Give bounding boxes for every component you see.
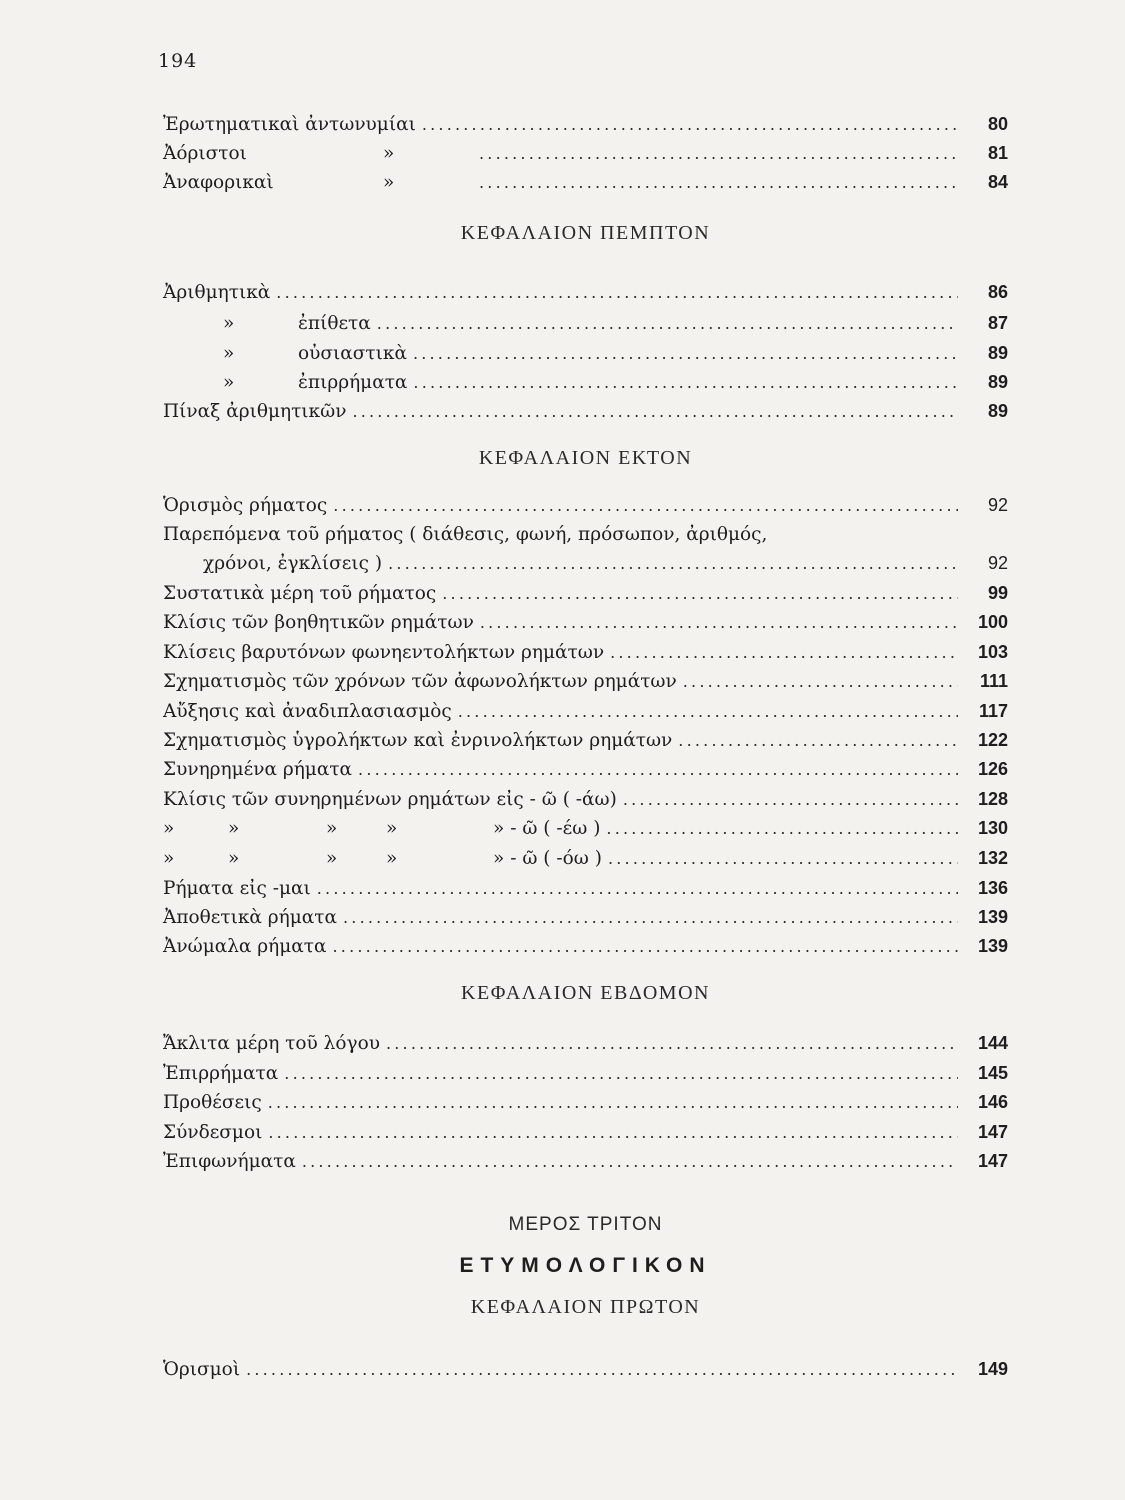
toc-entry <box>163 491 1008 520</box>
toc-entry <box>163 1355 1008 1384</box>
leader-dots <box>343 903 958 932</box>
toc-page: 99 <box>987 583 1008 603</box>
ditto-mark: » <box>383 143 395 164</box>
leader-dots <box>413 339 958 368</box>
ditto-mark: » <box>228 818 240 839</box>
toc-label: Ἐπιρρήματα <box>163 1063 279 1084</box>
toc-entry <box>163 874 1008 903</box>
toc-label: οὐσιαστικὰ <box>298 343 407 364</box>
toc-page: 136 <box>977 878 1008 898</box>
part-heading: ΜΕΡΟΣ ΤΡΙΤΟΝ <box>508 1214 663 1235</box>
toc-label: Ὁρισμοὶ <box>163 1359 241 1380</box>
toc-label: Παρεπόμενα τοῦ ρήματος ( διάθεσις, φωνή, πρόσωπον, ἀριθμός, <box>163 524 768 545</box>
toc-label: Ὁρισμὸς ρήματος <box>163 495 328 516</box>
toc-page: 87 <box>987 313 1008 333</box>
toc-entry <box>163 1088 1008 1117</box>
toc-entry <box>163 1118 1008 1147</box>
toc-page: 86 <box>987 282 1008 302</box>
toc-entry <box>163 755 1008 784</box>
toc-entry <box>163 339 1008 368</box>
toc-entry <box>163 368 1008 397</box>
toc-label: χρόνοι, ἐγκλίσεις ) <box>203 553 383 574</box>
leader-dots <box>333 491 958 520</box>
toc-entry <box>163 844 1008 873</box>
toc-page: 100 <box>977 612 1008 632</box>
leader-dots <box>386 1029 958 1058</box>
leader-dots <box>608 844 958 873</box>
leader-dots <box>388 549 958 578</box>
toc-entry <box>163 638 1008 667</box>
leader-dots <box>377 309 958 338</box>
toc-entry <box>163 110 1008 139</box>
ditto-mark: » <box>386 818 398 839</box>
toc-page: 128 <box>977 789 1008 809</box>
toc-page: 122 <box>977 730 1008 750</box>
ditto-marks <box>163 814 493 843</box>
leader-dots <box>352 397 958 426</box>
toc-page: 92 <box>987 495 1008 515</box>
leader-dots <box>610 638 958 667</box>
leader-dots <box>606 814 958 843</box>
leader-dots <box>479 168 958 197</box>
toc-entry <box>163 608 1008 637</box>
ditto-mark: » <box>383 172 395 193</box>
toc-label: » - ῶ ( -έω ) <box>493 818 601 839</box>
toc-label: Σύνδεσμοι <box>163 1122 263 1143</box>
ditto-mark: » <box>223 313 235 334</box>
toc-page: 117 <box>978 701 1008 721</box>
toc-label: Προθέσεις <box>163 1092 262 1113</box>
ditto-mark: » <box>228 848 240 869</box>
toc-page: 130 <box>977 818 1008 838</box>
chapter-heading: ΚΕΦΑΛΑΙΟΝ ΠΕΜΠΤΟΝ <box>460 222 711 244</box>
toc-page: 147 <box>977 1151 1008 1171</box>
toc-page: 147 <box>977 1122 1008 1142</box>
toc-label: Ἀποθετικὰ ρήματα <box>163 907 338 928</box>
leader-dots <box>302 1147 958 1176</box>
toc-entry <box>163 520 1008 549</box>
toc-label: Συνηρημένα ρήματα <box>163 759 353 780</box>
leader-dots <box>442 579 958 608</box>
toc-page: 111 <box>979 671 1008 691</box>
toc-page: 144 <box>977 1033 1008 1053</box>
toc-label: » - ῶ ( -όω ) <box>493 848 602 869</box>
ditto-mark: » <box>386 848 398 869</box>
toc-entry <box>163 785 1008 814</box>
part-subtitle: ΕΤΥΜΟΛΟΓΙΚΟΝ <box>459 1254 712 1277</box>
toc-label: ἐπιρρήματα <box>298 372 408 393</box>
leader-dots <box>422 110 958 139</box>
leader-dots <box>268 1088 958 1117</box>
ditto-marks <box>163 844 493 873</box>
chapter-heading: ΚΕΦΑΛΑΙΟΝ ΕΚΤΟΝ <box>478 447 693 469</box>
toc-page: 89 <box>987 372 1008 392</box>
leader-dots <box>317 874 958 903</box>
ditto-mark: » <box>223 343 235 364</box>
ditto-mark: » <box>163 848 175 869</box>
toc-entry <box>163 932 1008 961</box>
toc-entry <box>163 1147 1008 1176</box>
toc-entry <box>163 397 1008 426</box>
toc-entry <box>163 549 1008 578</box>
toc-label: Σχηματισμὸς ὑγρολήκτων καὶ ἐνρινολήκτων ρημάτων <box>163 730 673 751</box>
toc-page: 89 <box>987 343 1008 363</box>
leader-dots <box>276 278 958 307</box>
toc-label: Συστατικὰ μέρη τοῦ ρήματος <box>163 583 437 604</box>
ditto-mark: » <box>326 848 338 869</box>
toc-label: Κλίσις τῶν συνηρημένων ρημάτων εἰς - ῶ ( -άω) <box>163 789 617 810</box>
toc-entry <box>163 814 1008 843</box>
toc-page: 139 <box>977 936 1008 956</box>
ditto-mark: » <box>223 372 235 393</box>
toc-entry <box>163 667 1008 696</box>
leader-dots <box>268 1118 958 1147</box>
toc-page: 139 <box>977 907 1008 927</box>
toc-entry <box>163 278 1008 307</box>
toc-page: 149 <box>977 1359 1008 1379</box>
toc-entry <box>163 309 1008 338</box>
toc-label: Ρήματα εἰς -μαι <box>163 878 311 899</box>
chapter-heading: ΚΕΦΑΛΑΙΟΝ ΠΡΩΤΟΝ <box>470 1296 701 1318</box>
toc-label: Ἀναφορικαὶ <box>163 172 274 193</box>
toc-page: 146 <box>977 1092 1008 1112</box>
toc-label: Ἀριθμητικὰ <box>163 282 271 303</box>
toc-entry <box>163 697 1008 726</box>
toc-page: 80 <box>987 114 1008 134</box>
chapter-heading: ΚΕΦΑΛΑΙΟΝ ΕΒΔΟΜΟΝ <box>461 982 710 1004</box>
toc-label: Πίναξ ἀριθμητικῶν <box>163 401 347 422</box>
toc-label: Ἐρωτηματικαὶ ἀντωνυμίαι <box>163 114 416 135</box>
toc-label: Ἄκλιτα μέρη τοῦ λόγου <box>163 1033 380 1054</box>
leader-dots <box>683 667 958 696</box>
leader-dots <box>333 932 958 961</box>
toc-page: 81 <box>987 143 1008 163</box>
toc-entry <box>163 1029 1008 1058</box>
toc-entry <box>163 1059 1008 1088</box>
toc-page: 145 <box>977 1063 1008 1083</box>
toc-page: 132 <box>977 848 1008 868</box>
leader-dots <box>678 726 958 755</box>
ditto-mark: » <box>163 818 175 839</box>
leader-dots <box>623 785 958 814</box>
toc-entry <box>163 139 1008 168</box>
leader-dots <box>358 755 958 784</box>
toc-label: Αὔξησις καὶ ἀναδιπλασιασμὸς <box>163 701 452 722</box>
toc-entry <box>163 726 1008 755</box>
leader-dots <box>479 139 958 168</box>
toc-entry <box>163 168 1008 197</box>
toc-page: 126 <box>977 759 1008 779</box>
leader-dots <box>246 1355 958 1384</box>
toc-entry <box>163 903 1008 932</box>
leader-dots <box>458 697 958 726</box>
leader-dots <box>480 608 958 637</box>
toc-label: Κλίσις τῶν βοηθητικῶν ρημάτων <box>163 612 474 633</box>
toc-page: 92 <box>987 553 1008 573</box>
toc-label: Ἐπιφωνήματα <box>163 1151 296 1172</box>
toc-entry <box>163 579 1008 608</box>
toc-label: Ἀνώμαλα ρήματα <box>163 936 327 957</box>
leader-dots <box>284 1059 958 1088</box>
ditto-mark: » <box>326 818 338 839</box>
toc-label: Ἀόριστοι <box>163 143 247 164</box>
toc-label: Κλίσεις βαρυτόνων φωνηεντολήκτων ρημάτων <box>163 642 605 663</box>
toc-label: Σχηματισμὸς τῶν χρόνων τῶν ἀφωνολήκτων ρημάτων <box>163 671 677 692</box>
leader-dots <box>413 368 958 397</box>
page-number: 194 <box>158 50 198 72</box>
toc-page: 89 <box>987 401 1008 421</box>
toc-page: 103 <box>977 642 1008 662</box>
toc-label: ἐπίθετα <box>298 313 371 334</box>
toc-page: 84 <box>987 172 1008 192</box>
